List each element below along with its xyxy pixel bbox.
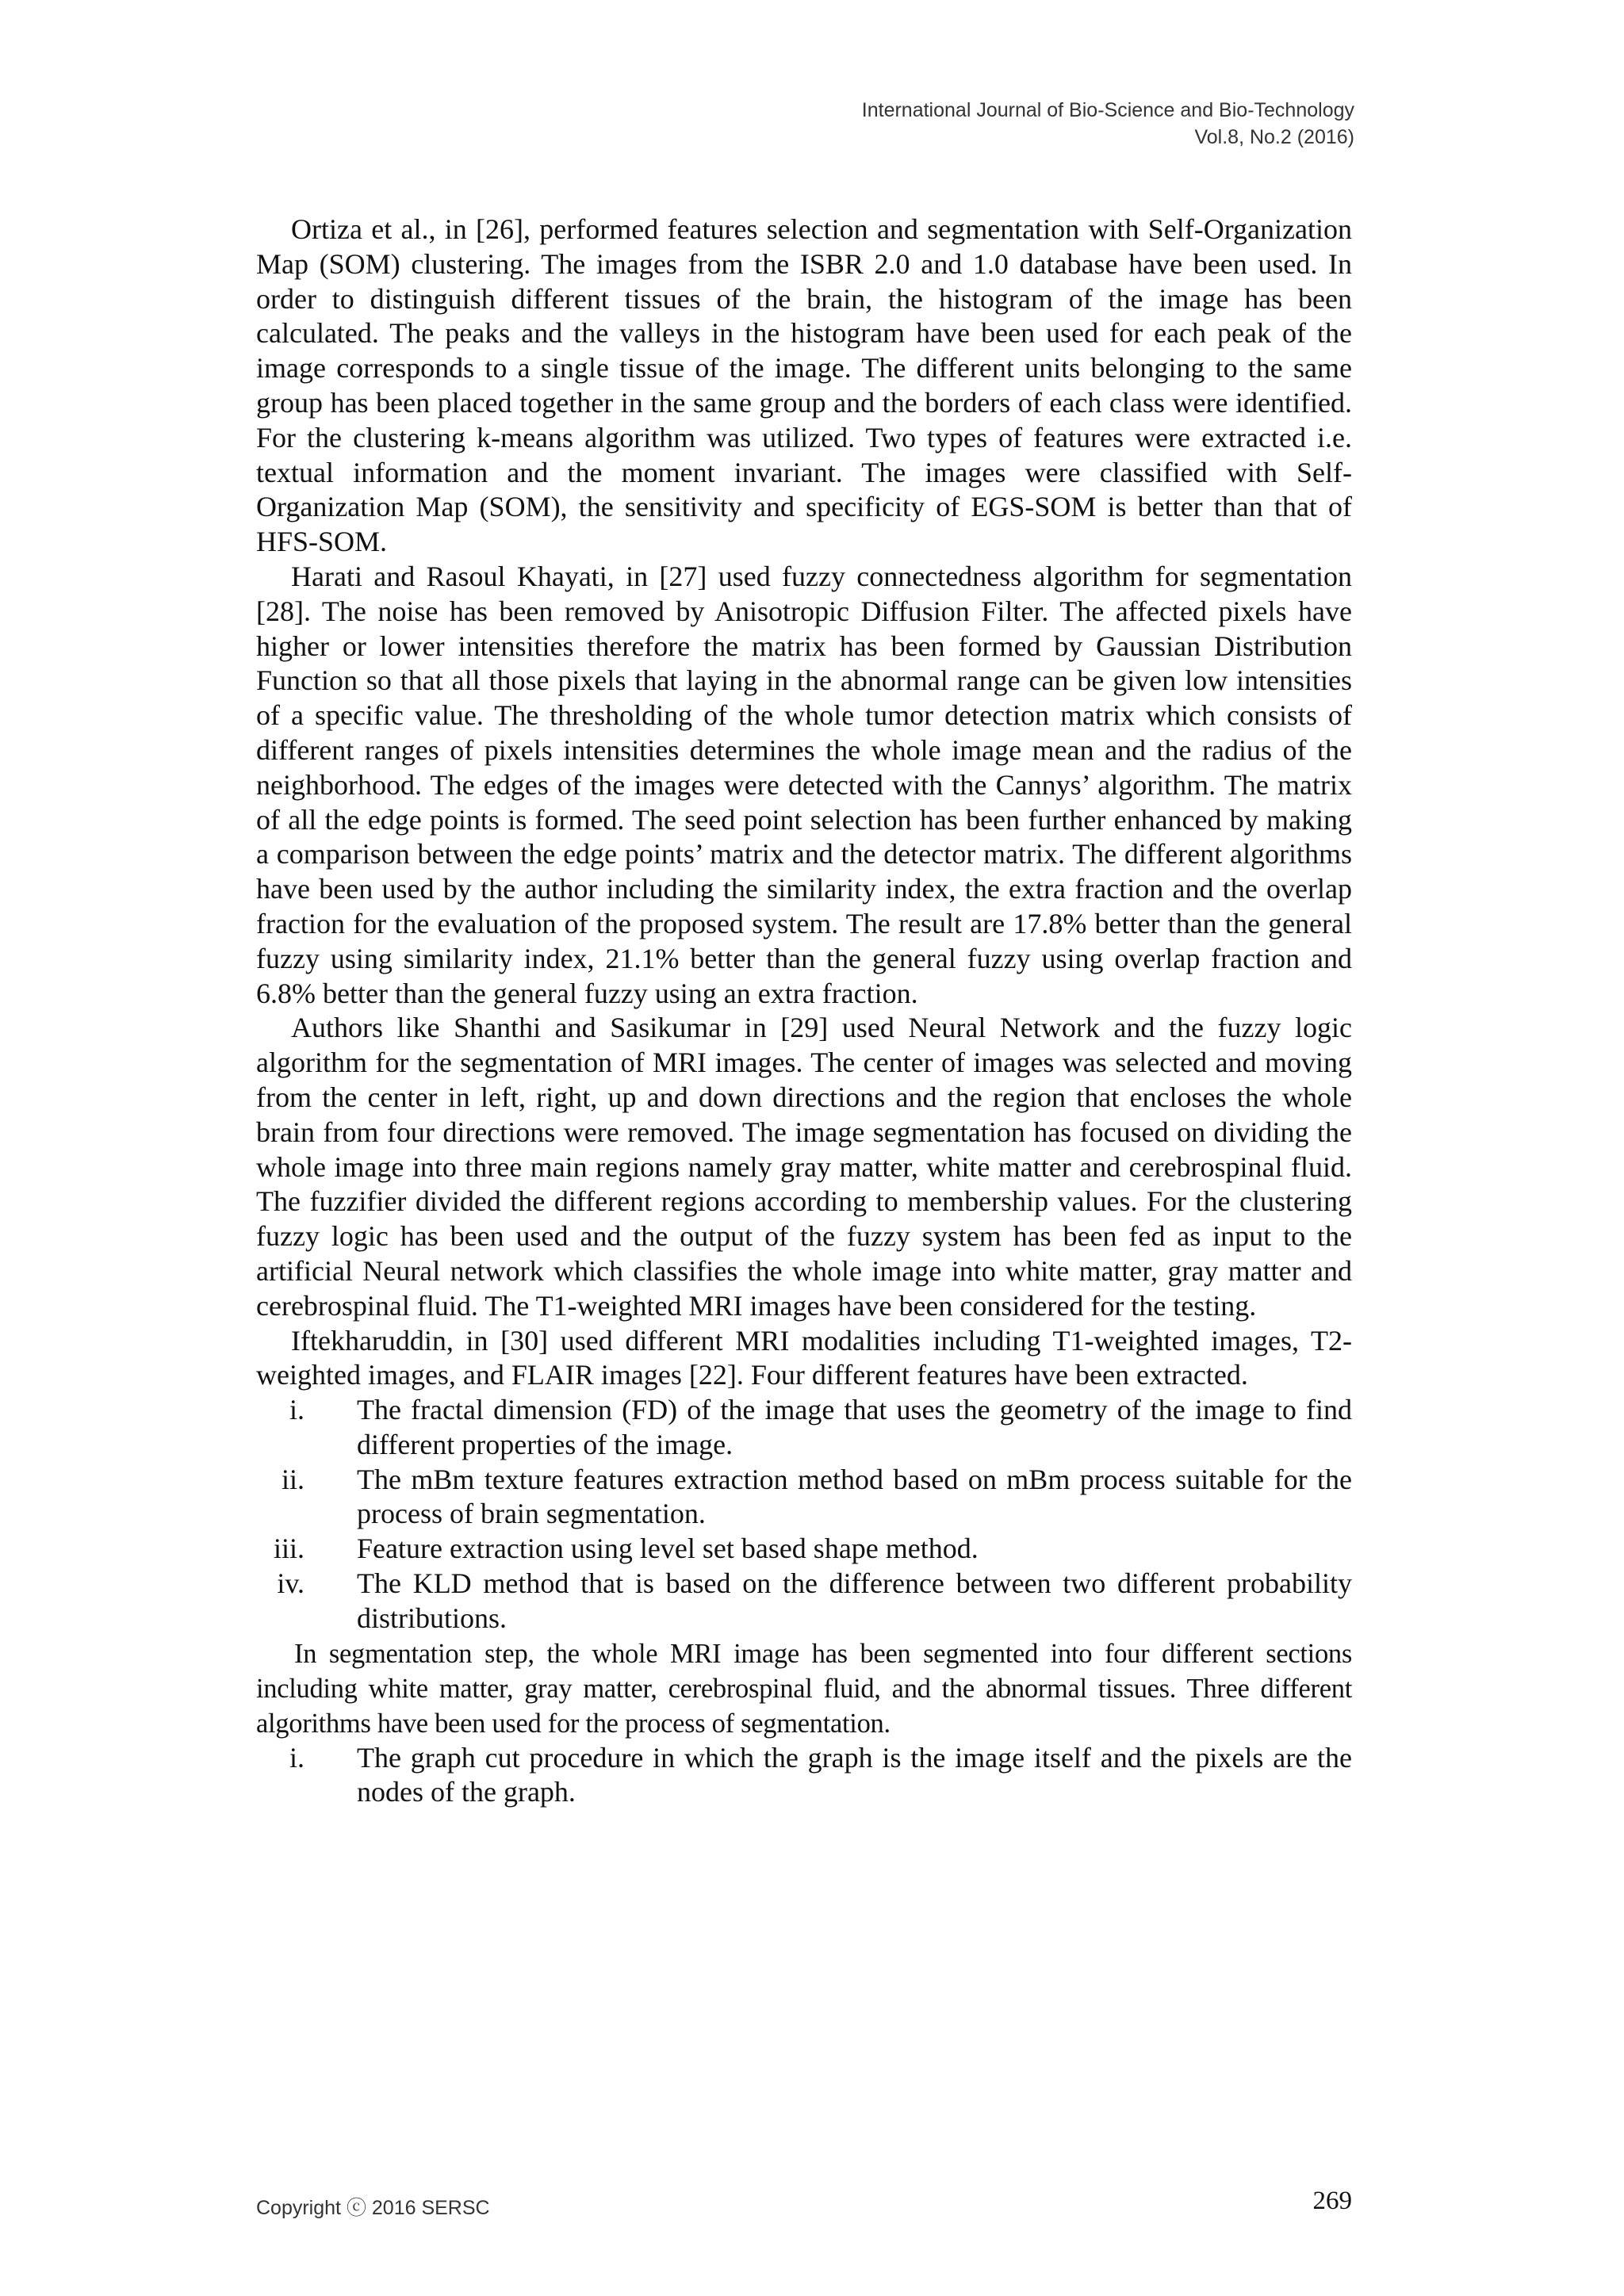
list-item-text: The mBm texture features extraction method based on mBm process suitable for the process of brain segmentation.	[357, 1463, 1352, 1530]
running-header	[862, 97, 1354, 151]
list-item-text: The graph cut procedure in which the graph is the image itself and the pixels are the nodes of the graph.	[357, 1741, 1352, 1808]
article-body	[256, 212, 1352, 1810]
list-item	[256, 1463, 1352, 1533]
list-numeral: ii.	[281, 1463, 304, 1495]
paragraph-ortiza: Ortiza et al., in [26], performed features selection and segmentation with Self-Organization Map (SOM) clustering. The images from the ISBR 2.0 and 1.0 database have been used. In order to distinguish different tissues of the brain, the histogram of the image has been calculated. The peaks and the valleys in the histogram have been used for each peak of the image corresponds to a single tissue of the image. The different units belonging to the same group has been placed together in the same group and the borders of each class were identified. For the clustering k-means algorithm was utilized. Two types of features were extracted i.e. textual information and the moment invariant. The images were classified with Self-Organization Map (SOM), the sensitivity and specificity of EGS-SOM is better than that of HFS-SOM.	[256, 213, 1352, 558]
list-item	[256, 1393, 1352, 1463]
list-numeral: iv.	[277, 1567, 304, 1600]
paragraph-shanthi: Authors like Shanthi and Sasikumar in [29] used Neural Network and the fuzzy logic algorithm for the segmentation of MRI images. The center of images was selected and moving from the center in left, right, up and down directions and the region that encloses the whole brain from four directions were removed. The image segmentation has focused on dividing the whole image into three main regions namely gray matter, white matter and cerebrospinal fluid. The fuzzifier divided the different regions according to membership values. For the clustering fuzzy logic has been used and the output of the fuzzy system has been fed as input to the artificial Neural network which classifies the whole image into white matter, gray matter and cerebrospinal fluid. The T1-weighted MRI images have been considered for the testing.	[256, 1012, 1352, 1322]
list-item-text: The fractal dimension (FD) of the image that uses the geometry of the image to find different properties of the image.	[357, 1394, 1352, 1460]
copyright-notice: Copyright ⓒ 2016 SERSC	[256, 2197, 490, 2219]
list-item	[256, 1532, 1352, 1567]
paragraph-iftekharuddin: Iftekharuddin, in [30] used different MRI modalities including T1-weighted images, T2-weighted images, and FLAIR images [22]. Four different features have been extracted.	[256, 1324, 1352, 1391]
list-numeral: iii.	[273, 1533, 304, 1565]
volume-issue: Vol.8, No.2 (2016)	[1194, 126, 1354, 148]
list-item	[256, 1741, 1352, 1811]
list-numeral: i.	[289, 1394, 304, 1426]
page-number: 269	[1312, 2187, 1352, 2215]
list-item-text: The KLD method that is based on the difference between two different probability distributions.	[357, 1567, 1352, 1634]
list-item	[256, 1567, 1352, 1636]
list-item-text: Feature extraction using level set based shape method.	[357, 1533, 979, 1565]
segmentation-list	[256, 1741, 1352, 1811]
feature-list	[256, 1393, 1352, 1636]
paragraph-segmentation-step: In segmentation step, the whole MRI image has been segmented into four different sections including white matter, gray matter, cerebrospinal fluid, and the abnormal tissues. Three different algorithms have been used for the process of segmentation.	[256, 1638, 1352, 1739]
list-numeral: i.	[289, 1741, 304, 1774]
journal-title: International Journal of Bio-Science and Bio-Technology	[861, 99, 1354, 121]
paragraph-harati: Harati and Rasoul Khayati, in [27] used fuzzy connectedness algorithm for segmentation [28]. The noise has been removed by Anisotropic Diffusion Filter. The affected pixels have higher or lower intensities therefore the matrix has been formed by Gaussian Distribution Function so that all those pixels that laying in the abnormal range can be given low intensities of a specific value. The thresholding of the whole tumor detection matrix which consists of different ranges of pixels intensities determines the whole image mean and the radius of the neighborhood. The edges of the images were detected with the Cannys’ algorithm. The matrix of all the edge points is formed. The seed point selection has been further enhanced by making a comparison between the edge points’ matrix and the detector matrix. The different algorithms have been used by the author including the similarity index, the extra fraction and the overlap fraction for the evaluation of the proposed system. The result are 17.8% better than the general fuzzy using similarity index, 21.1% better than the general fuzzy using overlap fraction and 6.8% better than the general fuzzy using an extra fraction.	[256, 560, 1352, 1009]
